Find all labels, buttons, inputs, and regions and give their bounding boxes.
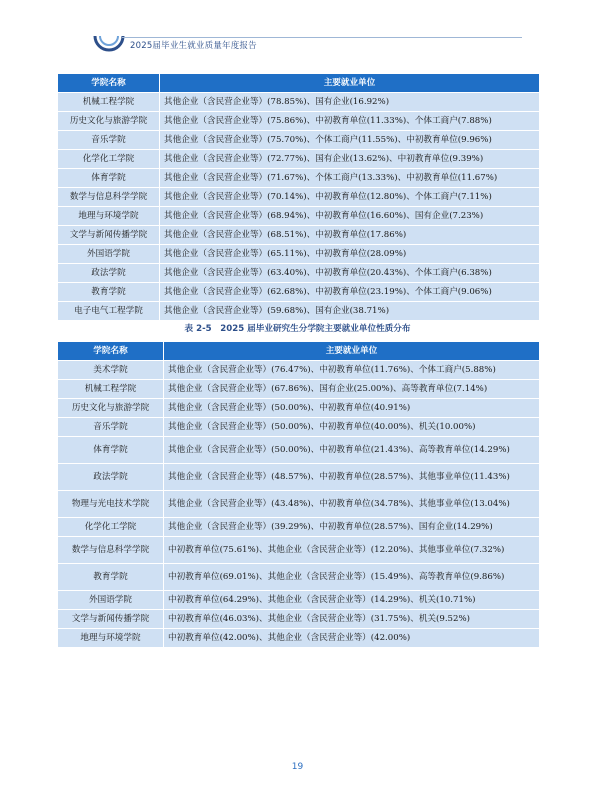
college-name-cell: 体育学院 [58, 169, 160, 188]
employer-distribution-cell: 其他企业（含民营企业等）(76.47%)、中初教育单位(11.76%)、个体工商户(5.88%) [164, 361, 540, 380]
employer-distribution-cell: 其他企业（含民营企业等）(50.00%)、中初教育单位(21.43%)、高等教育单位(14.29%) [164, 437, 540, 464]
page-header [92, 32, 522, 54]
college-name-cell: 政法学院 [58, 264, 160, 283]
report-logo-icon [92, 32, 126, 54]
column-header-employer: 主要就业单位 [160, 74, 540, 93]
table-header-row [58, 74, 540, 93]
employer-distribution-cell: 其他企业（含民营企业等）(70.14%)、中初教育单位(12.80%)、个体工商户(7.11%) [160, 188, 540, 207]
column-header-employer: 主要就业单位 [164, 342, 540, 361]
table-row [58, 245, 540, 264]
employer-distribution-cell: 其他企业（含民营企业等）(62.68%)、中初教育单位(23.19%)、个体工商户(9.06%) [160, 283, 540, 302]
college-name-cell: 历史文化与旅游学院 [58, 399, 164, 418]
college-name-cell: 物理与光电技术学院 [58, 491, 164, 518]
employer-distribution-cell: 中初教育单位(69.01%)、其他企业（含民营企业等）(15.49%)、高等教育单位(9.86%) [164, 564, 540, 591]
header-title: 2025届毕业生就业质量年度报告 [130, 41, 257, 51]
table-row [58, 418, 540, 437]
table-row [58, 302, 540, 321]
table-graduate-employer-types [57, 341, 540, 648]
employer-distribution-cell: 其他企业（含民营企业等）(68.51%)、中初教育单位(17.86%) [160, 226, 540, 245]
employer-distribution-cell: 其他企业（含民营企业等）(78.85%)、国有企业(16.92%) [160, 93, 540, 112]
college-name-cell: 机械工程学院 [58, 380, 164, 399]
employer-distribution-cell: 其他企业（含民营企业等）(39.29%)、中初教育单位(28.57%)、国有企业(14.29%) [164, 518, 540, 537]
table-row [58, 93, 540, 112]
table-row [58, 361, 540, 380]
table-row [58, 564, 540, 591]
college-name-cell: 外国语学院 [58, 245, 160, 264]
table-row [58, 150, 540, 169]
table-row [58, 591, 540, 610]
employer-distribution-cell: 其他企业（含民营企业等）(67.86%)、国有企业(25.00%)、高等教育单位(7.14%) [164, 380, 540, 399]
college-name-cell: 地理与环境学院 [58, 207, 160, 226]
college-name-cell: 文学与新闻传播学院 [58, 610, 164, 629]
employer-distribution-cell: 其他企业（含民营企业等）(43.48%)、中初教育单位(34.78%)、其他事业单位(13.04%) [164, 491, 540, 518]
employer-distribution-cell: 其他企业（含民营企业等）(63.40%)、中初教育单位(20.43%)、个体工商户(6.38%) [160, 264, 540, 283]
college-name-cell: 化学化工学院 [58, 150, 160, 169]
table-row [58, 629, 540, 648]
college-name-cell: 美术学院 [58, 361, 164, 380]
college-name-cell: 化学化工学院 [58, 518, 164, 537]
table-row [58, 226, 540, 245]
college-name-cell: 历史文化与旅游学院 [58, 112, 160, 131]
table-row [58, 169, 540, 188]
table-row [58, 491, 540, 518]
table-row [58, 380, 540, 399]
college-name-cell: 地理与环境学院 [58, 629, 164, 648]
table-row [58, 283, 540, 302]
college-name-cell: 电子电气工程学院 [58, 302, 160, 321]
header-divider [122, 37, 522, 38]
employer-distribution-cell: 其他企业（含民营企业等）(48.57%)、中初教育单位(28.57%)、其他事业单位(11.43%) [164, 464, 540, 491]
column-header-college: 学院名称 [58, 74, 160, 93]
college-name-cell: 教育学院 [58, 564, 164, 591]
table-row [58, 537, 540, 564]
employer-distribution-cell: 其他企业（含民营企业等）(71.67%)、个体工商户(13.33%)、中初教育单位(11.67%) [160, 169, 540, 188]
college-name-cell: 音乐学院 [58, 418, 164, 437]
college-name-cell: 数学与信息科学学院 [58, 537, 164, 564]
college-name-cell: 政法学院 [58, 464, 164, 491]
employer-distribution-cell: 中初教育单位(64.29%)、其他企业（含民营企业等）(14.29%)、机关(10.71%) [164, 591, 540, 610]
table-undergrad-employer-types [57, 73, 540, 321]
employer-distribution-cell: 其他企业（含民营企业等）(50.00%)、中初教育单位(40.00%)、机关(10.00%) [164, 418, 540, 437]
college-name-cell: 文学与新闻传播学院 [58, 226, 160, 245]
table-row [58, 131, 540, 150]
page-number: 19 [291, 762, 304, 772]
employer-distribution-cell: 其他企业（含民营企业等）(65.11%)、中初教育单位(28.09%) [160, 245, 540, 264]
table-row [58, 464, 540, 491]
table-row [58, 112, 540, 131]
college-name-cell: 机械工程学院 [58, 93, 160, 112]
employer-distribution-cell: 中初教育单位(46.03%)、其他企业（含民营企业等）(31.75%)、机关(9.52%) [164, 610, 540, 629]
employer-distribution-cell: 中初教育单位(42.00%)、其他企业（含民营企业等）(42.00%) [164, 629, 540, 648]
college-name-cell: 体育学院 [58, 437, 164, 464]
table-header-row [58, 342, 540, 361]
college-name-cell: 数学与信息科学学院 [58, 188, 160, 207]
employer-distribution-cell: 其他企业（含民营企业等）(72.77%)、国有企业(13.62%)、中初教育单位(9.39%) [160, 150, 540, 169]
table-row [58, 437, 540, 464]
employer-distribution-cell: 其他企业（含民营企业等）(75.70%)、个体工商户(11.55%)、中初教育单位(9.96%) [160, 131, 540, 150]
column-header-college: 学院名称 [58, 342, 164, 361]
table-row [58, 264, 540, 283]
college-name-cell: 教育学院 [58, 283, 160, 302]
table-row [58, 610, 540, 629]
table-row [58, 518, 540, 537]
table-caption: 表 2-5 2025 届毕业研究生分学院主要就业单位性质分布 [184, 324, 411, 334]
employer-distribution-cell: 其他企业（含民营企业等）(59.68%)、国有企业(38.71%) [160, 302, 540, 321]
employer-distribution-cell: 其他企业（含民营企业等）(75.86%)、中初教育单位(11.33%)、个体工商户(7.88%) [160, 112, 540, 131]
employer-distribution-cell: 其他企业（含民营企业等）(50.00%)、中初教育单位(40.91%) [164, 399, 540, 418]
college-name-cell: 外国语学院 [58, 591, 164, 610]
employer-distribution-cell: 其他企业（含民营企业等）(68.94%)、中初教育单位(16.60%)、国有企业(7.23%) [160, 207, 540, 226]
table-row [58, 399, 540, 418]
table-row [58, 188, 540, 207]
college-name-cell: 音乐学院 [58, 131, 160, 150]
employer-distribution-cell: 中初教育单位(75.61%)、其他企业（含民营企业等）(12.20%)、其他事业单位(7.32%) [164, 537, 540, 564]
table-row [58, 207, 540, 226]
